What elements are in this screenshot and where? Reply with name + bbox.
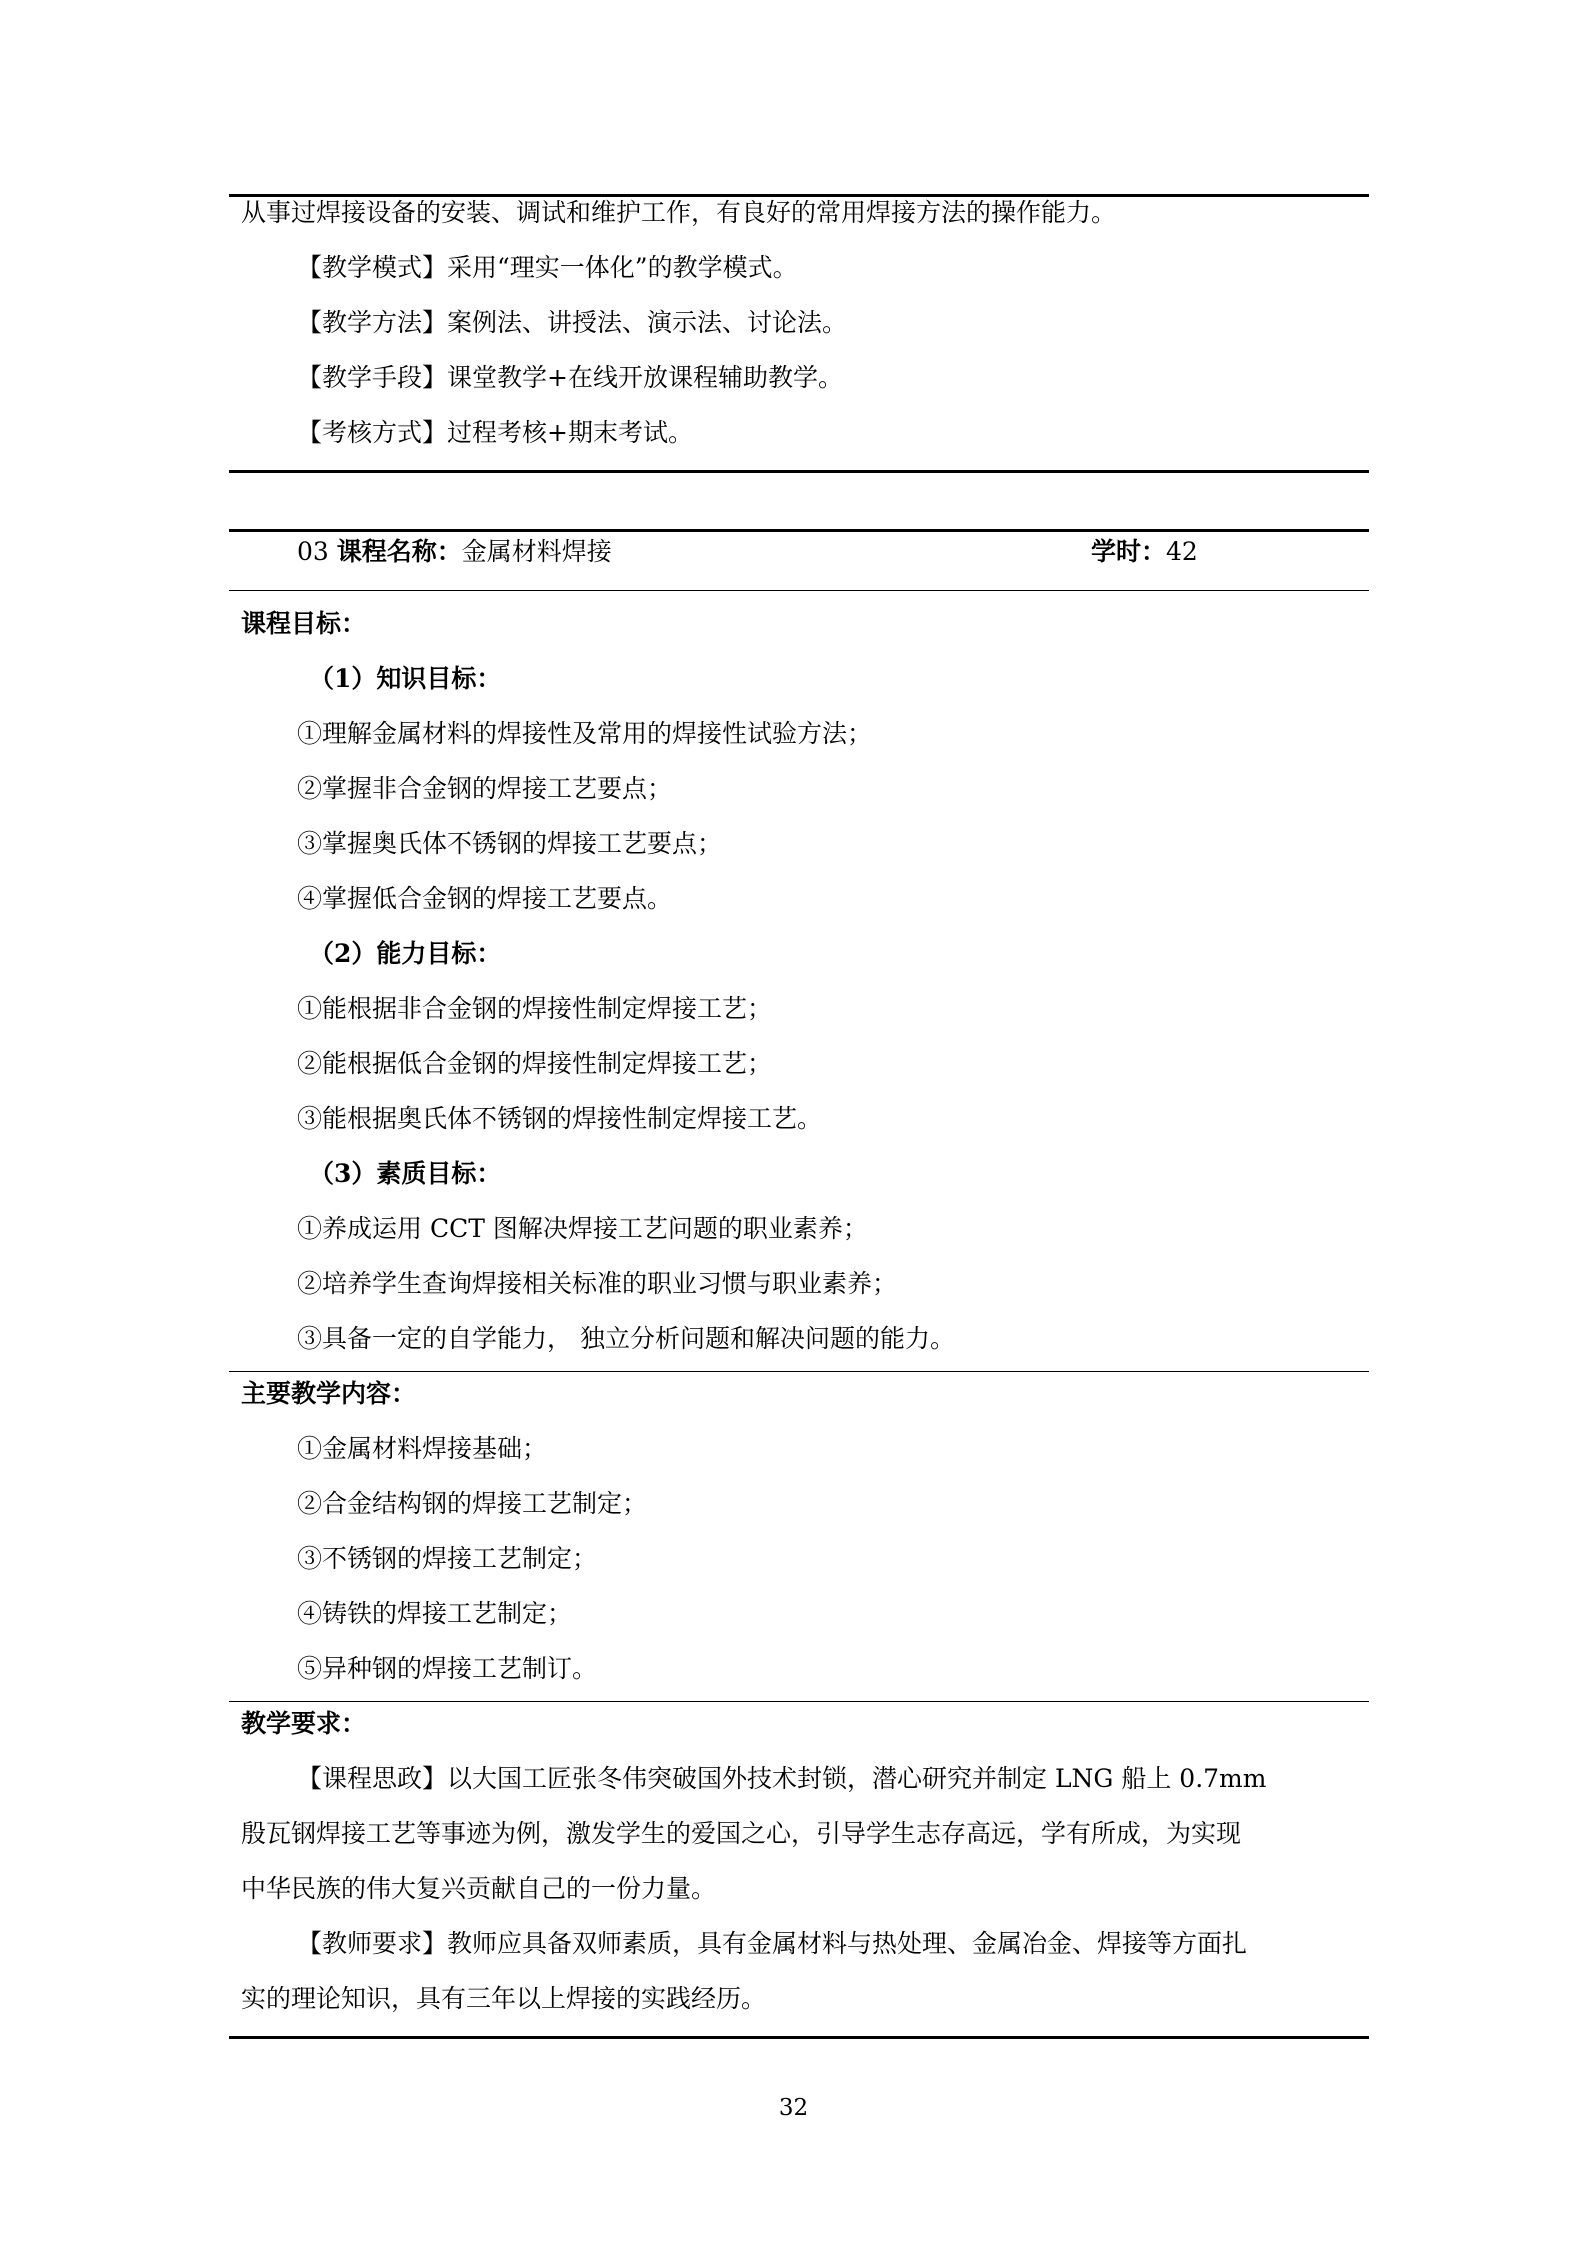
ability-item: ①能根据非合金钢的焊接性制定焊接工艺； (297, 994, 773, 1023)
course-header-rule (229, 590, 1369, 591)
prev-item-assessment: 【考核方式】过程考核+期末考试。 (297, 418, 693, 447)
prev-item-means: 【教学手段】课堂教学+在线开放课程辅助教学。 (297, 363, 843, 392)
content-heading: 主要教学内容： (241, 1379, 417, 1408)
ability-item: ③能根据奥氏体不锈钢的焊接性制定焊接工艺。 (297, 1104, 823, 1133)
course-top-rule (229, 529, 1369, 532)
ability-item: ②能根据低合金钢的焊接性制定焊接工艺； (297, 1049, 773, 1078)
objectives-bottom-rule (229, 1371, 1369, 1372)
course-number: 03 (297, 537, 329, 566)
ideology-line: 【课程思政】以大国工匠张冬伟突破国外技术封锁，潜心研究并制定 LNG 船上 0.7mm (297, 1764, 1267, 1793)
teacher-line: 【教师要求】教师应具备双师素质，具有金属材料与热处理、金属冶金、焊接等方面扎 (297, 1929, 1248, 1958)
content-item: ②合金结构钢的焊接工艺制定； (297, 1489, 648, 1518)
course-name: 金属材料焊接 (461, 537, 612, 566)
content-bottom-rule (229, 1701, 1369, 1702)
content-item: ①金属材料焊接基础； (297, 1434, 548, 1463)
quality-title: （3）素质目标： (309, 1159, 502, 1188)
course-hours (1091, 535, 1198, 569)
knowledge-title: （1）知识目标： (309, 664, 502, 693)
requirements-bottom-rule (229, 2036, 1369, 2039)
ideology-line: 殷瓦钢焊接工艺等事迹为例，激发学生的爱国之心，引导学生志存高远，学有所成，为实现 (241, 1819, 1242, 1848)
ideology-line: 中华民族的伟大复兴贡献自己的一份力量。 (241, 1874, 717, 1903)
prev-continuation: 从事过焊接设备的安装、调试和维护工作，有良好的常用焊接方法的操作能力。 (241, 198, 1117, 227)
content-item: ③不锈钢的焊接工艺制定； (297, 1544, 598, 1573)
course-header (297, 535, 612, 569)
quality-item: ②培养学生查询焊接相关标准的职业习惯与职业素养； (297, 1269, 898, 1298)
quality-item: ③具备一定的自学能力， 独立分析问题和解决问题的能力。 (297, 1324, 955, 1353)
knowledge-item: ③掌握奥氏体不锈钢的焊接工艺要点； (297, 829, 723, 858)
page-number: 32 (778, 2095, 809, 2121)
teacher-line: 实的理论知识，具有三年以上焊接的实践经历。 (241, 1984, 767, 2013)
requirements-heading: 教学要求： (241, 1709, 367, 1738)
knowledge-item: ②掌握非合金钢的焊接工艺要点； (297, 774, 673, 803)
course-name-label: 课程名称： (336, 537, 462, 566)
knowledge-item: ④掌握低合金钢的焊接工艺要点。 (297, 884, 673, 913)
knowledge-item: ①理解金属材料的焊接性及常用的焊接性试验方法； (297, 719, 873, 748)
content-item: ④铸铁的焊接工艺制定； (297, 1599, 573, 1628)
objectives-heading: 课程目标： (241, 609, 367, 638)
course-hours-value: 42 (1166, 537, 1198, 566)
ability-title: （2）能力目标： (309, 939, 502, 968)
quality-item: ①养成运用 CCT 图解决焊接工艺问题的职业素养； (297, 1214, 868, 1243)
prev-item-method: 【教学方法】案例法、讲授法、演示法、讨论法。 (297, 308, 848, 337)
prev-item-mode: 【教学模式】采用“理实一体化”的教学模式。 (297, 253, 798, 282)
content-item: ⑤异种钢的焊接工艺制订。 (297, 1654, 598, 1683)
course-hours-label: 学时： (1091, 537, 1167, 566)
prev-bottom-rule (229, 470, 1369, 473)
